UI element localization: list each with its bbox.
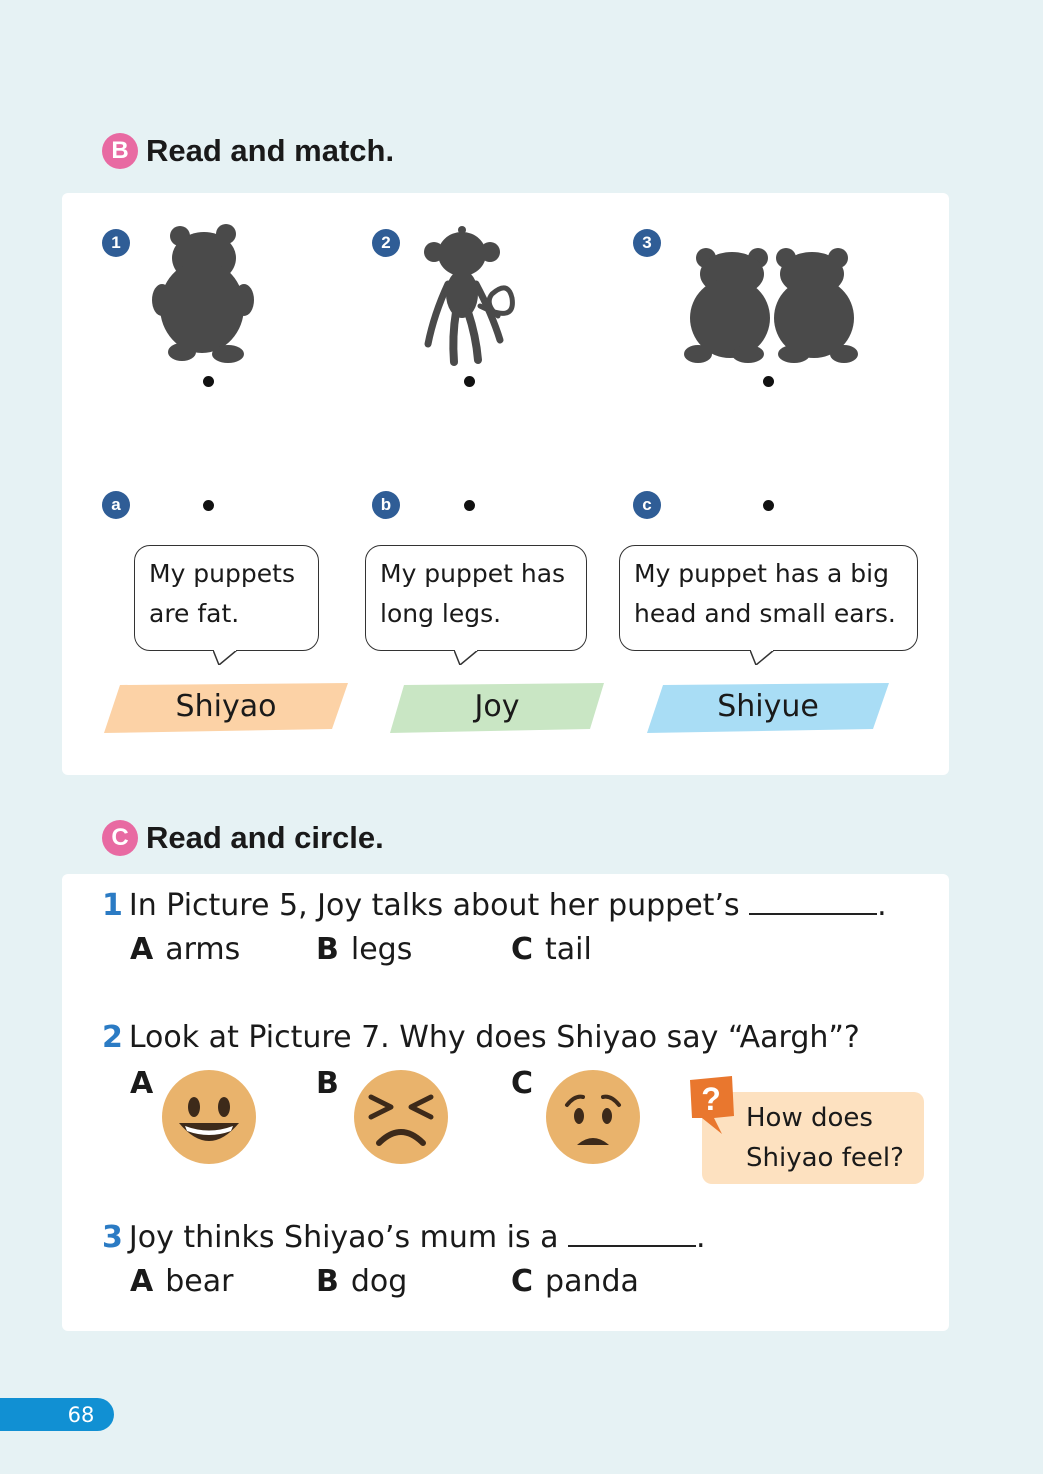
- option-letter: B: [316, 932, 339, 967]
- option-text: tail: [545, 932, 592, 967]
- section-c-badge: C: [102, 820, 138, 856]
- speech-bubble-b: [365, 545, 587, 651]
- item-letter-b: b: [372, 491, 400, 519]
- q2-option-a-label[interactable]: [130, 1066, 165, 1101]
- bubble-tail-icon: [213, 650, 237, 665]
- question-2-text: Look at Picture 7. Why does Shiyao say “Aargh”?: [128, 1020, 860, 1055]
- hint-line-1: How does: [746, 1103, 873, 1133]
- two-bears-silhouette-icon: [684, 246, 860, 366]
- q3-option-a[interactable]: [130, 1264, 233, 1299]
- match-dot-b[interactable]: [464, 500, 475, 511]
- q2-option-c-label[interactable]: [511, 1066, 545, 1101]
- match-dot-1[interactable]: [203, 376, 214, 387]
- bubble-a-line-2: are fat.: [149, 599, 240, 628]
- hint-line-2: Shiyao feel?: [746, 1143, 904, 1173]
- q1-option-a[interactable]: [130, 932, 240, 967]
- name-tag-joy: [388, 677, 606, 735]
- question-3-end: .: [696, 1220, 706, 1255]
- item-number-2: 2: [372, 229, 400, 257]
- hint-text: [746, 1098, 904, 1178]
- name-shiyao: Shiyao: [175, 688, 277, 724]
- section-b-badge: B: [102, 133, 138, 169]
- question-1-number: 1: [102, 888, 123, 923]
- bubble-tail-icon: [750, 650, 774, 665]
- q2-option-b-label[interactable]: [316, 1066, 351, 1101]
- item-number-3: 3: [633, 229, 661, 257]
- svg-text:?: ?: [701, 1081, 721, 1117]
- option-text: arms: [165, 932, 241, 967]
- question-mark-icon: [686, 1076, 738, 1138]
- match-dot-c[interactable]: [763, 500, 774, 511]
- grinning-face-icon[interactable]: [161, 1069, 257, 1165]
- section-c-title: Read and circle.: [146, 820, 384, 855]
- match-dot-3[interactable]: [763, 376, 774, 387]
- question-3-number: 3: [102, 1220, 123, 1255]
- option-text: dog: [350, 1264, 408, 1299]
- option-letter: C: [511, 1264, 534, 1299]
- page-number-tab: [0, 1398, 114, 1431]
- question-3: [102, 1220, 706, 1255]
- bubble-b-line-1: My puppet has: [380, 559, 566, 588]
- q3-option-c[interactable]: [511, 1264, 639, 1299]
- name-joy: Joy: [474, 688, 520, 724]
- bear-silhouette-icon: [152, 222, 256, 364]
- item-number-1: 1: [102, 229, 130, 257]
- answer-blank: [749, 893, 877, 915]
- bubble-b-line-2: long legs.: [380, 599, 502, 628]
- match-dot-a[interactable]: [203, 500, 214, 511]
- option-letter: A: [130, 1264, 154, 1299]
- match-dot-2[interactable]: [464, 376, 475, 387]
- name-tag-shiyue: [645, 677, 891, 735]
- q3-option-b[interactable]: [316, 1264, 407, 1299]
- item-letter-c: c: [633, 491, 661, 519]
- option-letter: B: [316, 1264, 339, 1299]
- section-b-title: Read and match.: [146, 133, 395, 168]
- option-letter: C: [511, 932, 534, 967]
- speech-bubble-a: [134, 545, 319, 651]
- question-1-text: In Picture 5, Joy talks about her puppet’s: [128, 888, 740, 923]
- speech-bubble-c: [619, 545, 918, 651]
- option-text: legs: [350, 932, 413, 967]
- name-shiyue: Shiyue: [717, 688, 819, 724]
- bubble-tail-icon: [454, 650, 478, 665]
- question-1: [102, 888, 887, 923]
- option-letter: C: [511, 1066, 534, 1101]
- bubble-c-line-1: My puppet has a big: [634, 559, 889, 588]
- worried-face-icon[interactable]: [545, 1069, 641, 1165]
- answer-blank: [568, 1225, 696, 1247]
- section-b-header: [102, 133, 394, 169]
- bubble-a-line-1: My puppets: [149, 559, 295, 588]
- option-letter: B: [316, 1066, 339, 1101]
- item-letter-a: a: [102, 491, 130, 519]
- question-2: [102, 1020, 860, 1055]
- bubble-c-line-2: head and small ears.: [634, 599, 896, 628]
- option-text: bear: [165, 1264, 234, 1299]
- question-2-number: 2: [102, 1020, 123, 1055]
- monkey-silhouette-icon: [420, 224, 524, 370]
- tired-face-icon[interactable]: [353, 1069, 449, 1165]
- q1-option-c[interactable]: [511, 932, 592, 967]
- q1-option-b[interactable]: [316, 932, 412, 967]
- name-tag-shiyao: [102, 677, 350, 735]
- option-letter: A: [130, 932, 154, 967]
- option-text: panda: [545, 1264, 639, 1299]
- page-number: 68: [67, 1402, 95, 1427]
- section-c-header: [102, 820, 384, 856]
- option-letter: A: [130, 1066, 154, 1101]
- question-1-end: .: [877, 888, 887, 923]
- question-3-text: Joy thinks Shiyao’s mum is a: [128, 1220, 559, 1255]
